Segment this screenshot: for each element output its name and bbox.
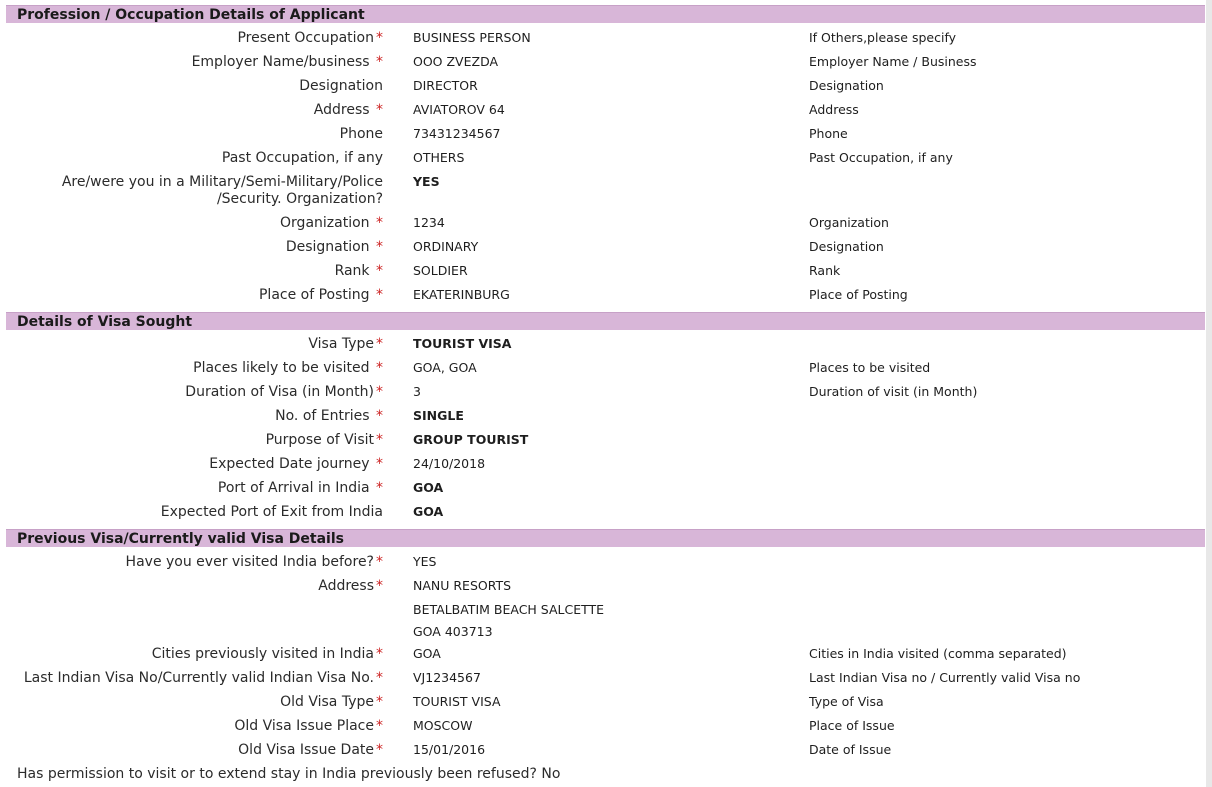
value: AVIATOROV 64 — [413, 102, 505, 117]
value: VJ1234567 — [413, 670, 481, 685]
hint: Designation — [809, 239, 884, 254]
value: GROUP TOURIST — [413, 432, 529, 447]
hint: Date of Issue — [809, 742, 892, 757]
value: GOA — [413, 504, 444, 519]
label: Old Visa Issue Place * — [234, 718, 383, 734]
section-header-previous: Previous Visa/Currently valid Visa Details — [6, 529, 1205, 547]
value: YES — [413, 554, 437, 569]
required-marker: * — [376, 263, 383, 279]
value-line1: NANU RESORTS — [413, 578, 512, 593]
required-marker: * — [376, 54, 383, 70]
label: Designation * — [285, 239, 383, 255]
value: MOSCOW — [413, 718, 473, 733]
hint: Past Occupation, if any — [809, 150, 953, 165]
value: SOLDIER — [413, 263, 468, 278]
value: ORDINARY — [413, 239, 479, 254]
label: Employer Name/business * — [191, 54, 383, 70]
label: Expected Date journey * — [209, 456, 383, 472]
label: Have you ever visited India before? * — [125, 554, 383, 570]
value: GOA — [413, 646, 441, 661]
value: GOA, GOA — [413, 360, 477, 375]
value: 15/01/2016 — [413, 742, 486, 757]
required-marker: * — [376, 336, 383, 352]
label: Past Occupation, if any — [221, 150, 383, 166]
hint: Place of Issue — [809, 718, 895, 733]
required-marker: * — [376, 694, 383, 710]
hint: Address — [809, 102, 859, 117]
hint: Designation — [809, 78, 884, 93]
value: OTHERS — [413, 150, 465, 165]
value: TOURIST VISA — [413, 694, 501, 709]
label: Old Visa Type * — [280, 694, 383, 710]
value: 24/10/2018 — [413, 456, 486, 471]
required-marker: * — [376, 646, 383, 662]
label: Visa Type * — [308, 336, 383, 352]
label: Rank * — [334, 263, 383, 279]
label: Cities previously visited in India * — [151, 646, 383, 662]
required-marker: * — [376, 239, 383, 255]
required-marker: * — [376, 554, 383, 570]
hint: Last Indian Visa no / Currently valid Visa no — [809, 670, 1081, 685]
hint: Places to be visited — [809, 360, 931, 375]
label: Designation — [299, 78, 383, 94]
label: Organization * — [280, 215, 383, 231]
value-line3: GOA 403713 — [413, 624, 493, 639]
value: 3 — [413, 384, 421, 399]
value-line2: BETALBATIM BEACH SALCETTE — [413, 602, 605, 617]
required-marker: * — [376, 432, 383, 448]
hint: Phone — [809, 126, 848, 141]
value: SINGLE — [413, 408, 464, 423]
required-marker: * — [376, 456, 383, 472]
required-marker: * — [376, 718, 383, 734]
value: YES — [413, 174, 440, 189]
required-marker: * — [376, 215, 383, 231]
hint: If Others,please specify — [809, 30, 957, 45]
label: Are/were you in a Military/Semi-Military/Police /Security. Organization? — [61, 174, 383, 207]
hint: Type of Visa — [809, 694, 884, 709]
hint: Place of Posting — [809, 287, 908, 302]
value: OOO ZVEZDA — [413, 54, 499, 69]
label: No. of Entries * — [275, 408, 383, 424]
section-header-profession: Profession / Occupation Details of Applicant — [6, 5, 1205, 23]
required-marker: * — [376, 742, 383, 758]
hint: Rank — [809, 263, 841, 278]
hint: Organization — [809, 215, 889, 230]
label: Last Indian Visa No/Currently valid Indian Visa No. * — [23, 670, 383, 686]
required-marker: * — [376, 408, 383, 424]
label: Places likely to be visited * — [193, 360, 383, 376]
required-marker: * — [376, 30, 383, 46]
required-marker: * — [376, 384, 383, 400]
value: GOA — [413, 480, 444, 495]
label: Phone — [339, 126, 383, 142]
hint: Duration of visit (in Month) — [809, 384, 978, 399]
value: BUSINESS PERSON — [413, 30, 531, 45]
value: 1234 — [413, 215, 445, 230]
hint: Cities in India visited (comma separated) — [809, 646, 1067, 661]
required-marker: * — [376, 102, 383, 118]
label: Purpose of Visit * — [265, 432, 383, 448]
value: DIRECTOR — [413, 78, 478, 93]
label: Duration of Visa (in Month) * — [185, 384, 383, 400]
label: Address * — [318, 578, 383, 594]
label: Port of Arrival in India * — [217, 480, 383, 496]
required-marker: * — [376, 670, 383, 686]
value: EKATERINBURG — [413, 287, 510, 302]
section-header-visa: Details of Visa Sought — [6, 312, 1205, 330]
label: Present Occupation * — [237, 30, 383, 46]
label: Expected Port of Exit from India — [160, 504, 383, 520]
label: Place of Posting * — [258, 287, 383, 303]
scrollbar-track[interactable] — [1206, 0, 1212, 787]
required-marker: * — [376, 578, 383, 594]
hint: Employer Name / Business — [809, 54, 977, 69]
required-marker: * — [376, 480, 383, 496]
required-marker: * — [376, 360, 383, 376]
label: Old Visa Issue Date * — [238, 742, 383, 758]
required-marker: * — [376, 287, 383, 303]
value: TOURIST VISA — [413, 336, 512, 351]
label: Address * — [313, 102, 383, 118]
refused-question: Has permission to visit or to extend stay in India previously been refused? No — [17, 766, 561, 782]
value: 73431234567 — [413, 126, 501, 141]
form-panel — [4, 0, 1206, 787]
